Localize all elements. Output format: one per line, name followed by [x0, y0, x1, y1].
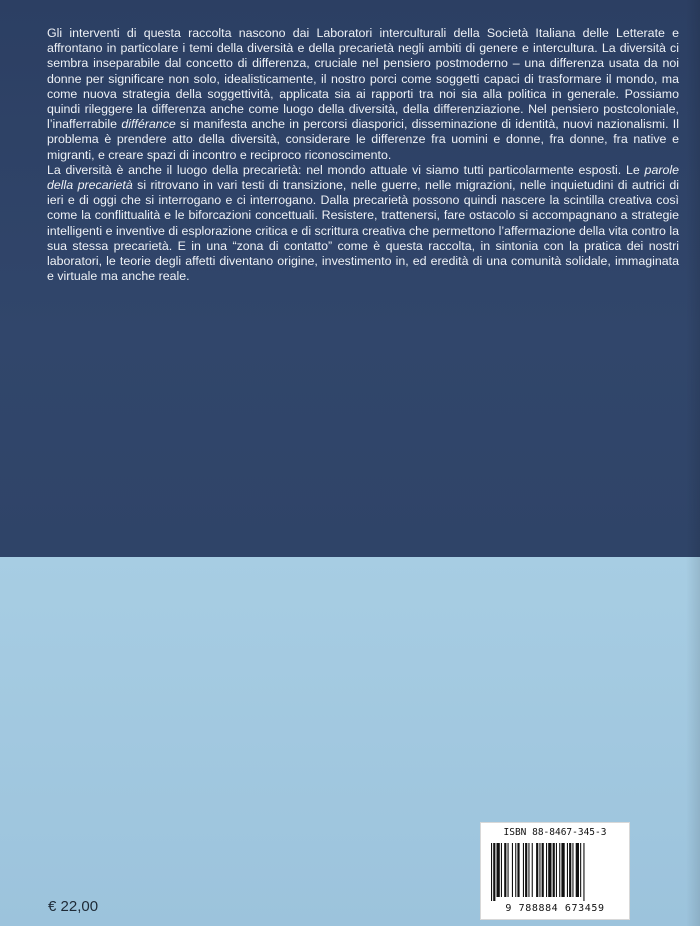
cover-edge-shadow [686, 0, 700, 926]
blurb-paragraph-2 [47, 163, 679, 285]
blurb-p1-text-b: si manifesta anche in percorsi diasporici, disseminazione di identità, nuovi nazionalismi. Il problema è prendere atto della diversità, considerare le differenze fra uomini e donne, fra donne, fra native e migranti, e creare spazi di incontro e reciproco riconoscimento. [47, 117, 679, 162]
price-label: € 22,00 [48, 898, 99, 915]
blurb-paragraph-1 [47, 26, 679, 163]
blurb-p2-text-a: La diversità è anche il luogo della precarietà: nel mondo attuale vi siamo tutti particolarmente esposti. Le [47, 162, 645, 177]
blurb-p2-italic: parole della precarietà [47, 162, 679, 193]
barcode-icon [491, 843, 619, 901]
isbn-number: ISBN 88-8467-345-3 [503, 827, 607, 838]
blurb-p1-italic: différance [121, 117, 176, 132]
barcode-digits: 9 788884 673459 [505, 903, 605, 914]
back-cover-blurb [47, 26, 679, 284]
blurb-p1-text-a: Gli interventi di questa raccolta nascono dai Laboratori interculturali della Società Italiana delle Letterate e affrontano in particolare i temi della diversità e della precarietà negli ambiti di genere e intercultura. La diversità ci sembra inseparabile dal concetto di differenza, cruciale nel pensiero postmoderno – una differenza usata da noi donne per significare non solo, idealisticamente, il nostro porci come soggetti capaci di trasformare il mondo, ma come nuova strategia della soggettività, applicata sia ai rapporti tra noi sia alla politica in generale. Possiamo quindi rileggere la differenza anche come luogo della diversità, della differenziazione. Nel pensiero postcoloniale, l’inafferrabile [47, 26, 679, 132]
isbn-barcode-sticker [480, 822, 630, 920]
blurb-p2-text-b: si ritrovano in vari testi di transizione, nelle guerre, nelle migrazioni, nelle inquietudini di autrici di ieri e di oggi che si interrogano e ci interrogano. Dalla precarietà possono quindi nascere la scintilla creativa così come la conflittualità e le biforcazioni concettuali. Resistere, trattenersi, fare ostacolo si accompagnano a strategie intelligenti e inventive di esplorazione critica e di scrittura creativa che permettono l’affermazione della vita contro la sua stessa precarietà. E in una “zona di contatto” come è questa raccolta, in sintonia con la pratica dei nostri laboratori, le teorie degli affetti diventano origine, investimento in, ed eredità di una comunità solidale, immaginata e virtuale ma anche reale. [47, 178, 679, 284]
